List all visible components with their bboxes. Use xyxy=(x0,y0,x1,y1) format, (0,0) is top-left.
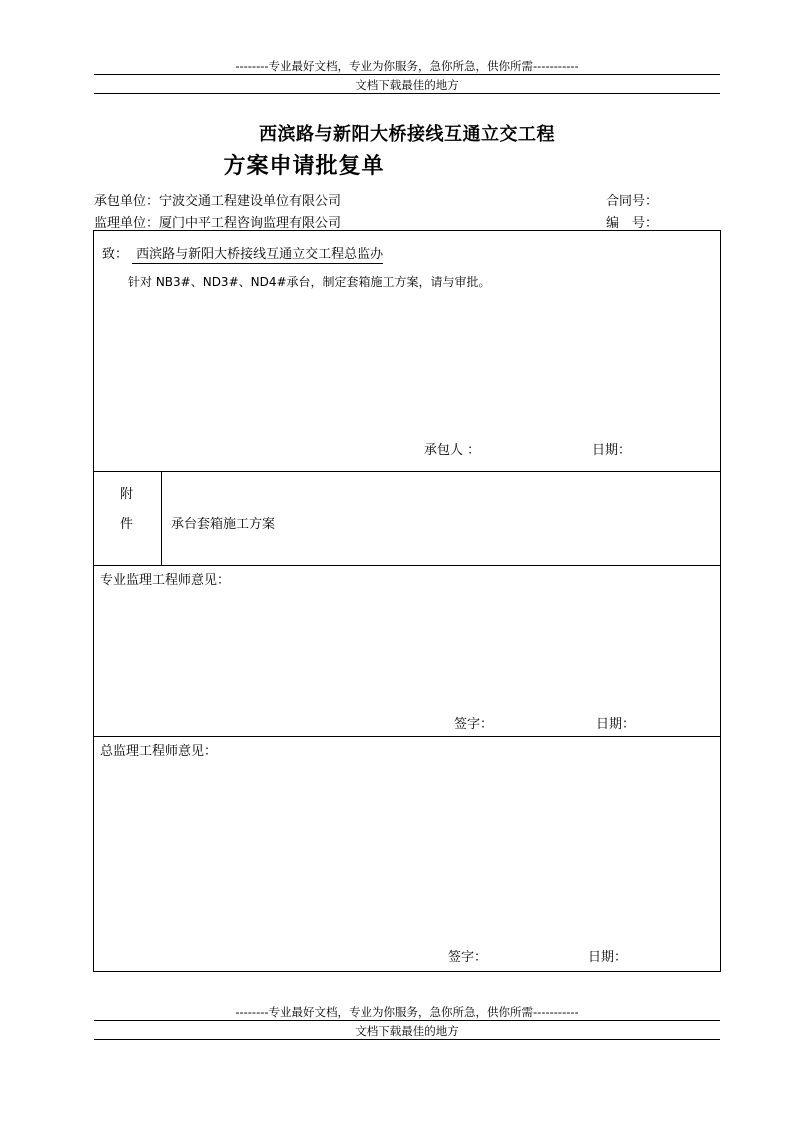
applicant-label: 承包人 ： xyxy=(424,443,481,458)
form-table xyxy=(93,230,721,972)
serial-no-label: 编 号： xyxy=(606,216,659,231)
chief-opinion-label: 总监理工程师意见： xyxy=(100,744,218,759)
attachment-row xyxy=(94,471,720,566)
header-rule-bottom xyxy=(94,93,720,94)
attachment-content: 承台套箱施工方案 xyxy=(171,517,276,532)
footer-slogan: --------专业最好文档，专业为你服务，急你所急，供你所需----------- xyxy=(235,1005,579,1019)
attachment-label-1: 附 xyxy=(120,487,134,502)
chief-date-label: 日期： xyxy=(588,950,628,965)
engineer-opinion-section xyxy=(94,565,720,737)
attachment-label-cell xyxy=(94,471,162,565)
engineer-sign-label: 签字： xyxy=(454,717,494,732)
supervisor-row xyxy=(94,212,341,231)
chief-opinion-section xyxy=(94,736,720,971)
contractor-label: 承包单位： xyxy=(94,194,160,209)
application-date-label: 日期： xyxy=(592,443,632,458)
contractor-row xyxy=(94,190,341,209)
supervisor-label: 监理单位： xyxy=(94,216,160,231)
application-body: 针对 NB3#、ND3#、ND4#承台，制定套箱施工方案，请与审批。 xyxy=(128,275,491,289)
footer-subtitle: 文档下载最佳的地方 xyxy=(355,1024,459,1038)
supervisor-value: 厦门中平工程咨询监理有限公司 xyxy=(159,216,342,231)
project-title: 西滨路与新阳大桥接线互通立交工程 xyxy=(259,124,555,145)
footer-rule-top xyxy=(94,1020,720,1021)
chief-sign-label: 签字： xyxy=(448,950,488,965)
header-slogan: --------专业最好文档，专业为你服务，急你所急，供你所需----------- xyxy=(235,59,579,73)
header-rule-top xyxy=(94,74,720,75)
contract-no-label: 合同号： xyxy=(606,194,659,209)
addressee-value: 西滨路与新阳大桥接线互通立交工程总监办 xyxy=(132,247,383,264)
engineer-opinion-label: 专业监理工程师意见： xyxy=(100,573,231,588)
footer-rule-bottom xyxy=(94,1039,720,1040)
addressee-line xyxy=(102,243,383,262)
header-subtitle: 文档下载最佳的地方 xyxy=(355,78,459,92)
contractor-value: 宁波交通工程建设单位有限公司 xyxy=(159,194,342,209)
form-title: 方案申请批复单 xyxy=(223,153,385,179)
engineer-date-label: 日期： xyxy=(596,717,636,732)
attachment-label-2: 件 xyxy=(120,517,134,532)
addressee-label: 致： xyxy=(102,247,129,262)
application-section xyxy=(94,231,720,472)
